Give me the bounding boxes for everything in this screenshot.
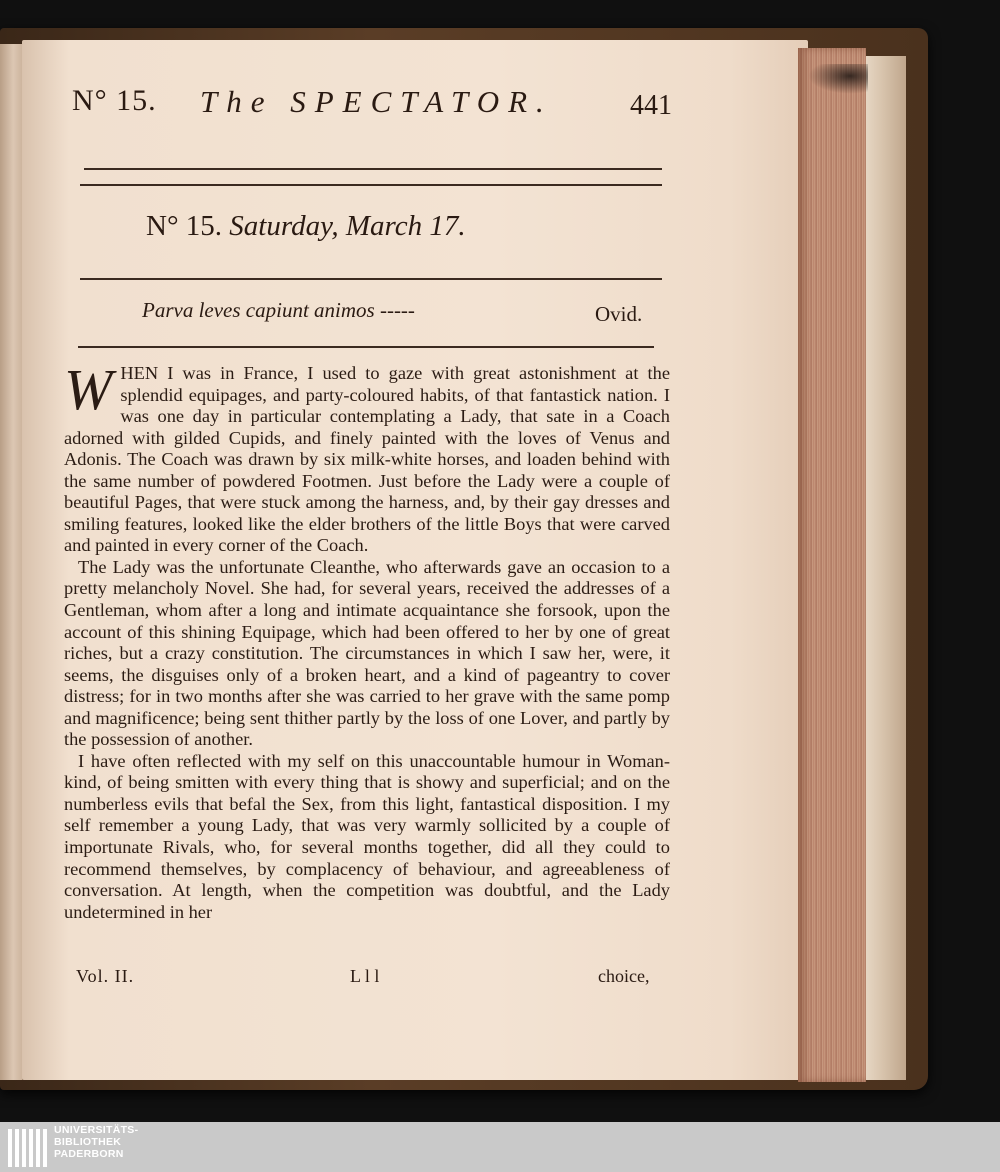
page-number: 441: [630, 90, 672, 121]
issue-heading: [146, 210, 466, 243]
library-logo-icon: [8, 1127, 48, 1169]
library-name-line1: UNIVERSITÄTS-: [54, 1124, 139, 1136]
edge-stain: [808, 64, 868, 94]
motto-text: Parva leves capiunt animos -----: [142, 298, 415, 322]
running-head-number: N° 15.: [72, 84, 157, 117]
page-block-edges: [798, 48, 866, 1082]
cover-board-edge: [866, 56, 906, 1080]
motto-rule: [78, 346, 654, 348]
paragraph-1-text: HEN I was in France, I used to gaze with great astonishment at the splendid equipages, and party-coloured habits, of that fantastick nation. I was one day in particular contemplating a Lady, that sate in a Coach adorned with gilded Cupids, and finely painted with the loves of Venus and Adonis. The Coach was drawn by six milk-white horses, and loaden behind with the same number of powdered Footmen. Just before the Lady were a couple of beautiful Pages, that were stuck among the harness, and, by their gay dresses and smiling features, looked like the elder brothers of the little Boys that were carved and painted in every corner of the Coach.: [64, 363, 670, 556]
paragraph-3: I have often reflected with my self on this unaccountable humour in Woman-kind, of being smitten with every thing that is showy and superficial; and on the numberless evils that befal the Sex, from this light, fantastical disposition. I my self remember a young Lady, that was very warmly sollicited by a couple of importunate Rivals, who, for several months together, did all they could to recommend themselves, by complacency of behaviour, and agreeableness of conversation. At length, when the competition was doubtful, and the Lady undetermined in her: [64, 750, 670, 922]
library-name-line2: BIBLIOTHEK: [54, 1136, 122, 1148]
issue-date: Saturday, March 17.: [229, 210, 466, 242]
running-head-title: The SPECTATOR.: [200, 84, 553, 119]
issue-rule: [80, 278, 662, 280]
article-body: [64, 357, 670, 923]
volume-label: Vol. II.: [76, 966, 135, 986]
issue-number: N° 15.: [146, 210, 223, 242]
header-rule-bottom: [80, 184, 662, 186]
library-name: [54, 1124, 254, 1160]
facing-page-edge: [0, 44, 23, 1080]
paragraph-2: The Lady was the unfortunate Cleanthe, who afterwards gave an occasion to a pretty melancholy Novel. She had, for several years, received the addresses of a Gentleman, whom after a long and intimate acquaintance she forsook, upon the account of this shining Equipage, which had been offered to her by one of great riches, but a crazy constitution. The circumstances in which I saw her, were, it seems, the disguises only of a broken heart, and a kind of pageantry to cover distress; for in two months after she was carried to her grave with the same pomp and magnificence; being sent thither partly by the loss of one Lover, and partly by the possession of another.: [64, 556, 670, 750]
header-rule-top: [84, 168, 662, 170]
paragraph-1: [64, 357, 670, 557]
library-name-line3: PADERBORN: [54, 1148, 124, 1160]
catchword: choice,: [598, 966, 650, 986]
drop-cap: W: [64, 357, 113, 422]
motto-author: Ovid.: [595, 302, 643, 326]
signature-mark: L l l: [350, 966, 380, 986]
